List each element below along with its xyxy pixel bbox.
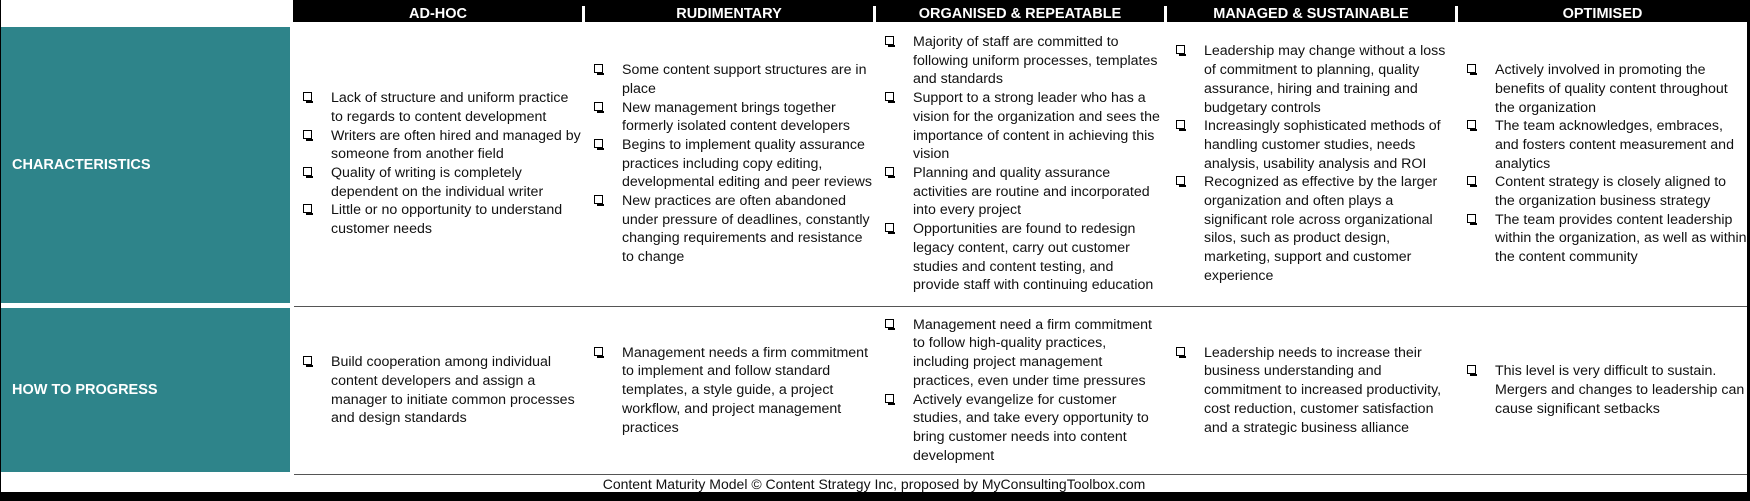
bullet-item: [885, 220, 1163, 295]
bullet-item: [594, 192, 872, 267]
bullet-text: Increasingly sophisticated methods of handling customer studies, needs analysis, usability analysis and ROI: [1204, 118, 1441, 172]
checkbox-bullet-icon: [885, 319, 896, 328]
bullet-text: Leadership needs to increase their business understanding and commitment to increased productivity, cost reduction, customer satisfaction and a strategic business alliance: [1204, 344, 1442, 436]
checkbox-bullet-icon: [594, 64, 605, 73]
row-label-text: CHARACTERISTICS: [12, 157, 151, 173]
checkbox-bullet-icon: [1467, 176, 1478, 185]
bullet-item: [594, 136, 872, 192]
bullet-text: Recognized as effective by the larger organization and often plays a significant role across organizational silos, such as product design, marketing, support and customer experience: [1204, 174, 1438, 284]
checkbox-bullet-icon: [1467, 64, 1478, 73]
checkbox-bullet-icon: [303, 130, 314, 139]
footer-credit: Content Maturity Model © Content Strategy Inc, proposed by MyConsultingToolbox.com: [602, 476, 1146, 492]
row-label-characteristics: [1, 27, 290, 303]
bullet-text: New practices are often abandoned under pressure of deadlines, constantly changing requirements and resistance to change: [622, 193, 870, 266]
bullet-item: [885, 33, 1163, 89]
cell-how-to-progress-ad-hoc: [303, 307, 581, 474]
cell-characteristics-organised-repeatable: [885, 24, 1163, 304]
cell-characteristics-ad-hoc: [303, 24, 581, 304]
checkbox-bullet-icon: [1467, 214, 1478, 223]
bullet-text: Little or no opportunity to understand customer needs: [331, 202, 563, 238]
checkbox-bullet-icon: [1176, 347, 1187, 356]
bullet-text: Opportunities are found to redesign legacy content, carry out customer studies and content testing, and provide staff with continuing education: [913, 221, 1154, 294]
bullet-item: [594, 61, 872, 98]
cell-how-to-progress-optimised: [1467, 307, 1747, 474]
bullet-item: [303, 353, 581, 428]
bullet-text: Lack of structure and uniform practice to regards to content development: [331, 90, 569, 125]
bullet-item: [303, 127, 581, 164]
bullet-item: [1467, 211, 1747, 267]
checkbox-bullet-icon: [594, 102, 605, 111]
checkbox-bullet-icon: [1176, 120, 1187, 129]
checkbox-bullet-icon: [885, 394, 896, 403]
checkbox-bullet-icon: [1176, 176, 1187, 185]
checkbox-bullet-icon: [885, 36, 896, 45]
cell-characteristics-managed-sustainable: [1176, 24, 1454, 304]
checkbox-bullet-icon: [303, 92, 314, 101]
checkbox-bullet-icon: [1176, 45, 1187, 54]
bullet-item: [1176, 42, 1454, 117]
bullet-text: The team provides content leadership within the organization, as well as within the content community: [1495, 211, 1747, 266]
bullet-item: [1467, 61, 1747, 117]
bullet-text: Actively evangelize for customer studies, and take every opportunity to bring customer needs into content development: [913, 391, 1149, 464]
bullet-item: [885, 316, 1163, 391]
column-header-ad-hoc: AD-HOC: [409, 6, 467, 22]
bullet-text: Writers are often hired and managed by someone from another field: [331, 127, 581, 163]
bullet-text: New management brings together formerly isolated content developers: [622, 99, 850, 135]
checkbox-bullet-icon: [594, 347, 605, 356]
checkbox-bullet-icon: [303, 167, 314, 176]
bullet-text: Build cooperation among individual content developers and assign a manager to initiate common processes and design standards: [331, 354, 575, 427]
checkbox-bullet-icon: [885, 223, 896, 232]
bullet-text: Quality of writing is completely dependent on the individual writer: [331, 165, 544, 200]
bullet-item: [303, 89, 581, 126]
bullet-item: [1467, 362, 1747, 418]
bullet-item: [594, 99, 872, 136]
cell-characteristics-optimised: [1467, 24, 1747, 304]
checkbox-bullet-icon: [1467, 120, 1478, 129]
column-header-rudimentary: RUDIMENTARY: [676, 6, 782, 22]
bullet-item: [1467, 173, 1747, 210]
bullet-text: This level is very difficult to sustain. Mergers and changes to leadership can cause significant setbacks: [1495, 363, 1745, 417]
bullet-text: Some content support structures are in place: [622, 62, 867, 97]
bullet-item: [885, 89, 1163, 164]
bullet-text: Majority of staff are committed to following uniform processes, templates and standards: [913, 34, 1158, 88]
bullet-text: Leadership may change without a loss of commitment to planning, quality assurance, hiring and training and budgetary controls: [1204, 43, 1446, 116]
row-label-how-to-progress: [1, 308, 290, 472]
bullet-item: [885, 164, 1163, 220]
checkbox-bullet-icon: [885, 167, 896, 176]
cell-characteristics-rudimentary: [594, 24, 872, 304]
bullet-item: [303, 164, 581, 201]
bullet-item: [1176, 117, 1454, 173]
bullet-text: Actively involved in promoting the benefits of quality content throughout the organization: [1495, 62, 1728, 116]
bullet-text: Planning and quality assurance activities are routine and incorporated into every project: [913, 165, 1150, 219]
bullet-text: Management need a firm commitment to follow high-quality practices, including project management practices, even under time pressures: [913, 316, 1152, 389]
column-header-optimised: OPTIMISED: [1562, 6, 1643, 22]
checkbox-bullet-icon: [594, 195, 605, 204]
bullet-item: [303, 201, 581, 238]
bullet-item: [885, 391, 1163, 466]
checkbox-bullet-icon: [303, 356, 314, 365]
checkbox-bullet-icon: [1467, 365, 1478, 374]
bullet-item: [1176, 173, 1454, 285]
bullet-item: [1176, 344, 1454, 438]
checkbox-bullet-icon: [303, 204, 314, 213]
row-label-text: HOW TO PROGRESS: [12, 382, 158, 398]
column-header-organised-repeatable: ORGANISED & REPEATABLE: [918, 6, 1122, 22]
bullet-text: Management needs a firm commitment to implement and follow standard templates, a style guide, a project workflow, and project management practices: [622, 344, 869, 436]
bullet-item: [594, 344, 872, 438]
cell-how-to-progress-rudimentary: [594, 307, 872, 474]
bullet-text: Begins to implement quality assurance practices including copy editing, developmental editing and peer reviews: [622, 136, 873, 191]
checkbox-bullet-icon: [885, 92, 896, 101]
cell-how-to-progress-organised-repeatable: [885, 307, 1163, 474]
bullet-item: [1467, 117, 1747, 173]
checkbox-bullet-icon: [594, 139, 605, 148]
column-header-managed-sustainable: MANAGED & SUSTAINABLE: [1213, 6, 1409, 22]
cell-how-to-progress-managed-sustainable: [1176, 307, 1454, 474]
bullet-text: Content strategy is closely aligned to the organization business strategy: [1495, 174, 1727, 210]
bullet-text: Support to a strong leader who has a vision for the organization and sees the importance of content in achieving this vision: [913, 90, 1160, 163]
bullet-text: The team acknowledges, embraces, and fosters content measurement and analytics: [1495, 118, 1734, 172]
